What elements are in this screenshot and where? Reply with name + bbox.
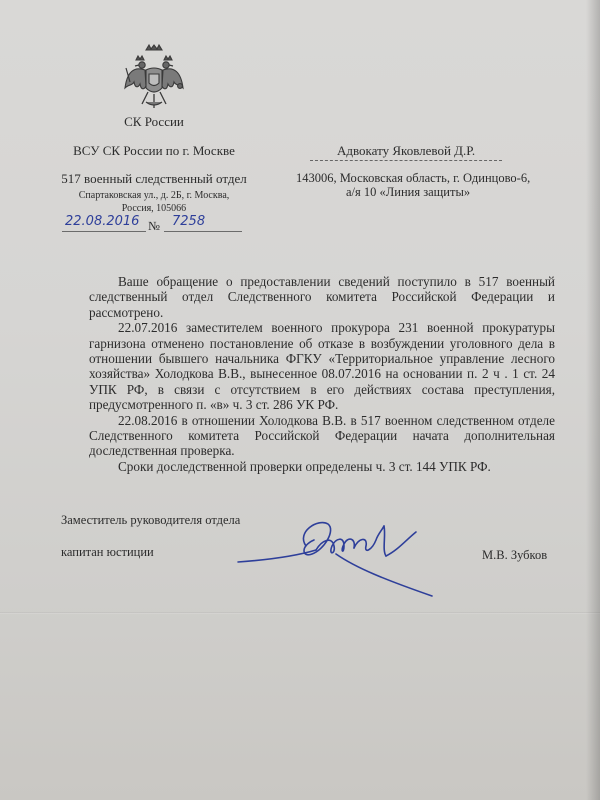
- unit-address-line-1: Спартаковская ул., д. 2Б, г. Москва,: [78, 190, 230, 201]
- recipient-name: Адвокату Яковлевой Д.Р.: [337, 143, 476, 158]
- date-underline: [62, 231, 146, 232]
- handwritten-signature-icon: [236, 510, 436, 600]
- coat-of-arms-icon: [122, 42, 186, 114]
- signatory-rank: капитан юстиции: [61, 545, 154, 559]
- recipient-separator: [310, 160, 502, 161]
- signatory-position: Заместитель руководителя отдела: [61, 513, 241, 527]
- body-paragraph: 22.08.2016 в отношении Холодкова В.В. в 517 военном следственном отделе Следственного комитета Российской Федерации начата дополнительная доследственная проверка.: [89, 412, 555, 459]
- unit-name: 517 военный следственный отдел: [61, 171, 247, 186]
- number-sign: №: [148, 219, 160, 233]
- org-short-name: СК России: [124, 114, 184, 129]
- body-paragraph: Сроки доследственной проверки определены ч. 3 ст. 144 УПК РФ.: [118, 458, 491, 474]
- outgoing-number: 7258: [172, 214, 206, 229]
- signatory-name: М.В. Зубков: [482, 548, 548, 562]
- recipient-address-line-1: 143006, Московская область, г. Одинцово-6,: [296, 171, 531, 185]
- outgoing-date: 22.08.2016: [65, 214, 140, 229]
- number-underline: [164, 231, 242, 232]
- org-city-name: ВСУ СК России по г. Москве: [73, 143, 235, 158]
- body-paragraph: 22.07.2016 заместителем военного прокурора 231 военной прокуратуры гарнизона отменено постановление об отказе в возбуждении уголовного дела в отношении бывшего начальника ФГКУ «Территориальное управление лесного хозяйства» Холодкова В.В., вынесенное 08.07.2016 на основании п. 2 ч . 1 ст. 24 УПК РФ, в связи с отсутствием в его действиях состава преступления, предусмотренного п. «в» ч. 3 ст. 286 УК РФ.: [89, 320, 555, 413]
- paper-fold: [0, 612, 600, 614]
- recipient-address-line-2: а/я 10 «Линия защиты»: [346, 185, 471, 199]
- body-paragraph: Ваше обращение о предоставлении сведений поступило в 517 военный следственный отдел Следственного комитета Российской Федерации и рассмотрено.: [89, 274, 555, 320]
- paper-edge-shadow: [586, 0, 600, 800]
- letter-body: [89, 274, 555, 474]
- unit-address-line-2: Россия, 105066: [121, 203, 187, 214]
